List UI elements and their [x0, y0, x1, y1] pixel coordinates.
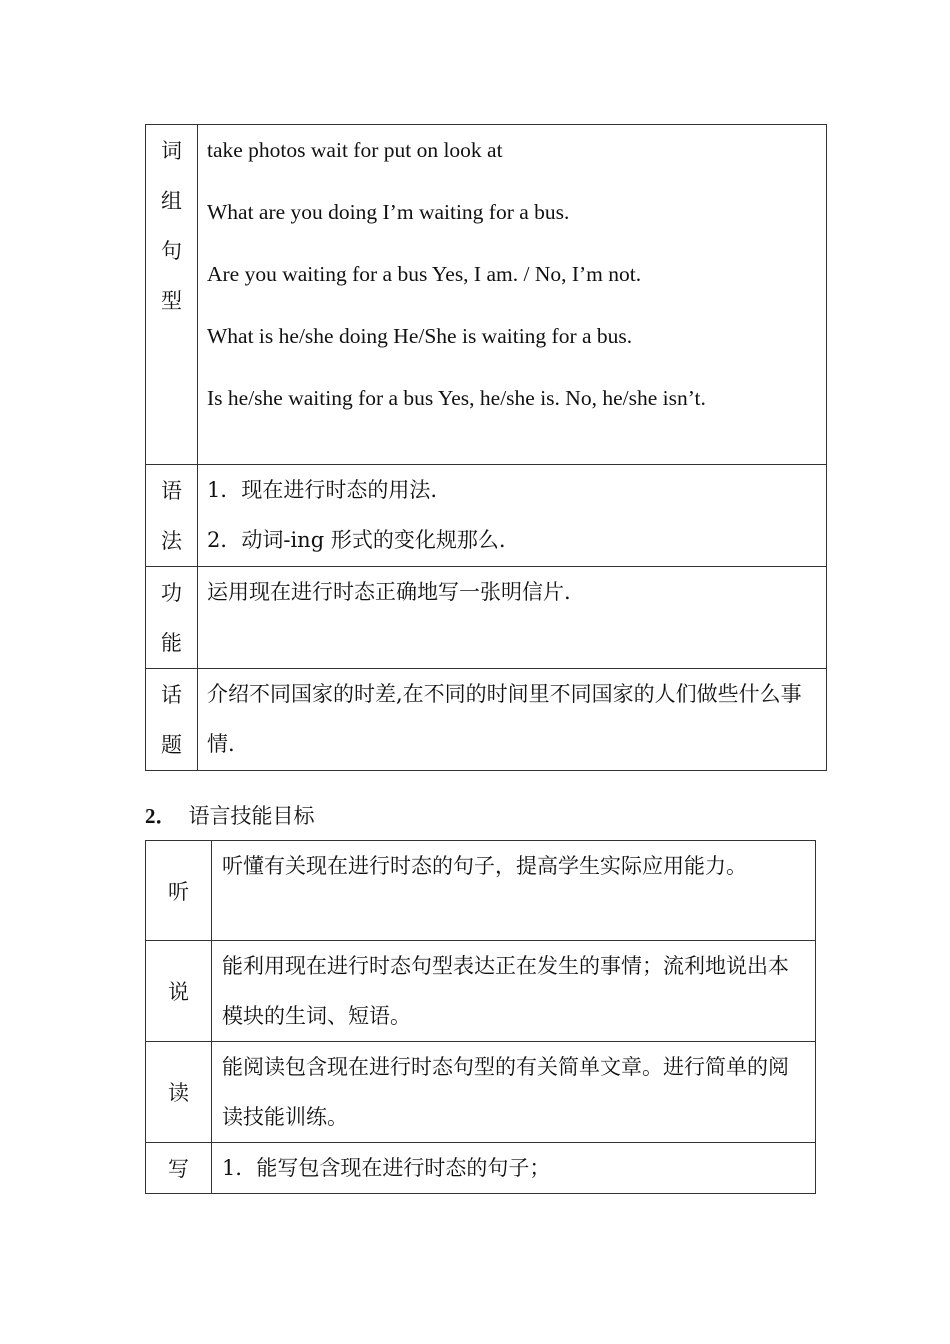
- row-label-topic: [146, 669, 198, 771]
- section-number: 2．: [145, 804, 177, 828]
- label-char: 组: [161, 189, 182, 213]
- sentence-pattern-line: What is he/she doing He/She is waiting for a bus.: [207, 324, 633, 348]
- skill-text-reading: 能阅读包含现在进行时态句型的有关简单文章。进行简单的阅读技能训练。: [212, 1042, 816, 1143]
- row-content-function: [198, 567, 827, 669]
- label-char: 句: [161, 239, 182, 263]
- label-char: 型: [161, 289, 182, 313]
- skill-label-writing: 写: [146, 1143, 212, 1194]
- topic-text: 介绍不同国家的时差,在不同的时间里不同国家的人们做些什么事情.: [207, 682, 802, 756]
- table-row-listening: [146, 841, 816, 941]
- skill-text-listening: 听懂有关现在进行时态的句子，提高学生实际应用能力。: [212, 841, 816, 941]
- table-row-speaking: [146, 941, 816, 1042]
- table-row-grammar: [146, 465, 827, 567]
- row-label-function: [146, 567, 198, 669]
- table-row-reading: [146, 1042, 816, 1143]
- label-char: 能: [161, 631, 182, 655]
- sentence-pattern-line: Is he/she waiting for a bus Yes, he/she is. No, he/she isn’t.: [207, 386, 706, 410]
- grammar-point: 2．动词-ing 形式的变化规那么.: [207, 528, 506, 552]
- phrase-line: take photos wait for put on look at: [207, 138, 503, 162]
- label-char: 题: [161, 733, 182, 757]
- row-label-grammar: [146, 465, 198, 567]
- sentence-pattern-line: Are you waiting for a bus Yes, I am. / No, I’m not.: [207, 262, 642, 286]
- function-text: 运用现在进行时态正确地写一张明信片.: [207, 580, 571, 604]
- label-char: 功: [161, 581, 182, 605]
- label-char: 法: [161, 529, 182, 553]
- skill-label-listening: 听: [146, 841, 212, 941]
- label-char: 话: [161, 683, 182, 707]
- skill-text-speaking: 能利用现在进行时态句型表达正在发生的事情；流利地说出本模块的生词、短语。: [212, 941, 816, 1042]
- skill-text-writing: 1．能写包含现在进行时态的句子；: [212, 1143, 816, 1194]
- label-char: 语: [161, 479, 182, 503]
- table-row-topic: [146, 669, 827, 771]
- row-content-topic: [198, 669, 827, 771]
- sentence-pattern-line: What are you doing I’m waiting for a bus.: [207, 200, 570, 224]
- section-heading: [145, 796, 315, 836]
- row-content-grammar: [198, 465, 827, 567]
- table-row-vocab: [146, 125, 827, 465]
- skill-label-reading: 读: [146, 1042, 212, 1143]
- grammar-point: 1．现在进行时态的用法.: [207, 478, 438, 502]
- row-content-vocab: [198, 125, 827, 465]
- section-title: 语言技能目标: [188, 804, 315, 828]
- row-label-vocab: [146, 125, 198, 465]
- skill-label-speaking: 说: [146, 941, 212, 1042]
- label-char: 词: [161, 139, 182, 163]
- table-row-writing: [146, 1143, 816, 1194]
- table-row-function: [146, 567, 827, 669]
- language-knowledge-table: [145, 124, 827, 771]
- language-skills-table: [145, 840, 816, 1194]
